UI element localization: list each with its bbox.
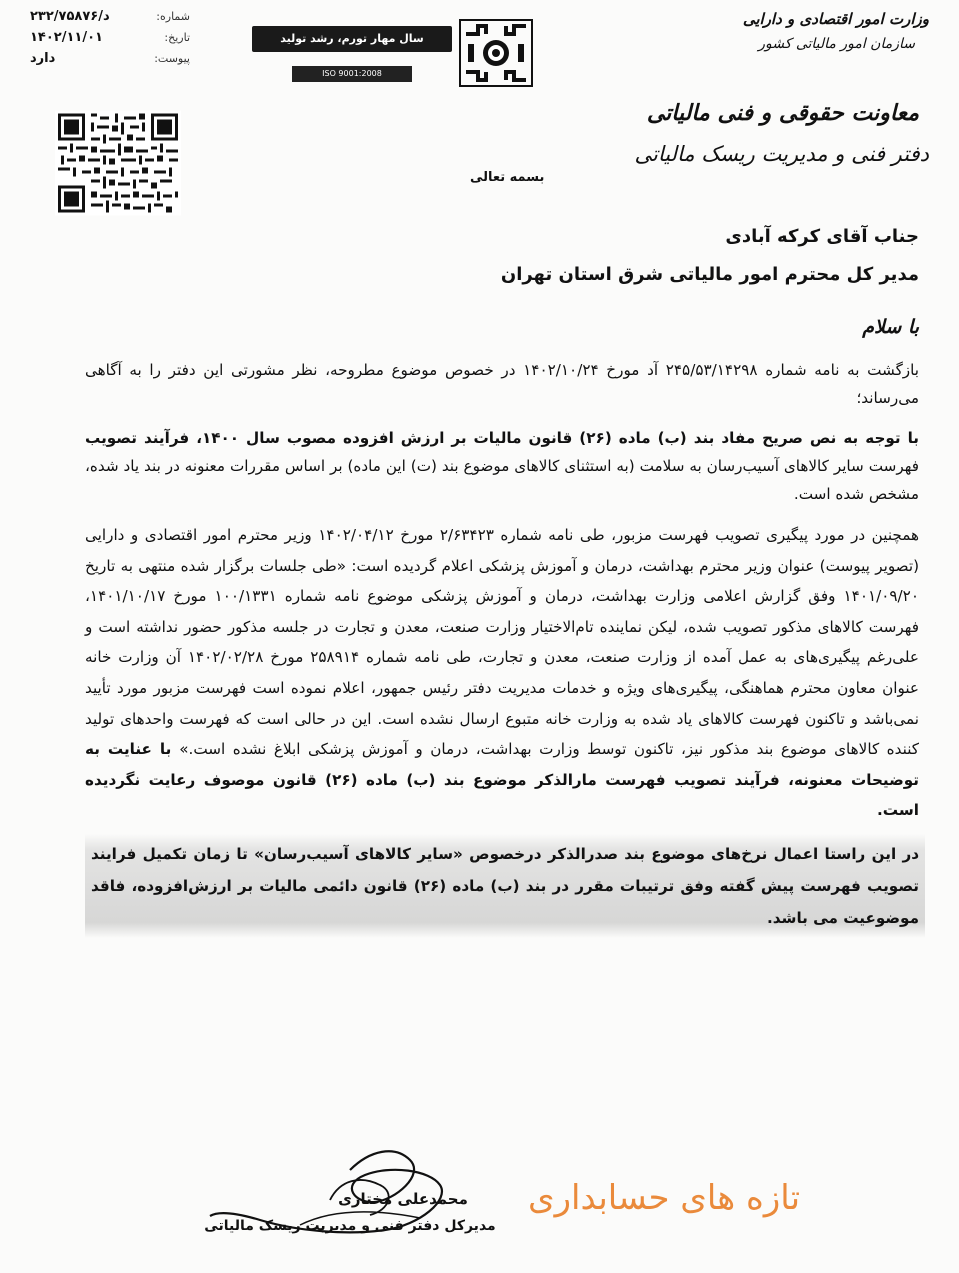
reference-attachment-label: پیوست: <box>154 52 190 65</box>
reference-attachment: دارد <box>30 51 56 66</box>
recipient-name: جناب آقای کرکه آبادی <box>725 226 919 247</box>
reference-block <box>30 6 190 69</box>
deputy-title: معاونت حقوقی و فنی مالیاتی <box>646 100 919 126</box>
reference-number-row <box>30 6 190 27</box>
signatory-title: مدیرکل دفتر فنی و مدیریت ریسک مالیاتی <box>204 1218 496 1234</box>
paragraph-highlighted-conclusion: در این راستا اعمال نرخ‌های موضوع بند صدرالذکر درخصوص «سایر کالاهای آسیب‌رسان» تا زمان تکمیل فرایند تصویب فهرست پیش گفته وفق ترتیبات مقرر در بند (ب) ماده (۲۶) قانون دائمی مالیات بر ارزش‌افزوده، فاقد موضوعیت می باشد. <box>85 834 925 938</box>
iso-certificate: ISO 9001:2008 <box>292 66 412 82</box>
office-title: دفتر فنی و مدیریت ریسک مالیاتی <box>634 142 929 166</box>
ministry-name: وزارت امور اقتصادی و دارایی <box>742 10 929 28</box>
recipient-position: مدیر کل محترم امور مالیاتی شرق استان تهران <box>500 264 919 285</box>
paragraph-reference: بازگشت به نامه شماره ۲۴۵/۵۳/۱۴۲۹۸ آد مورخ ۱۴۰۲/۱۰/۲۴ در خصوص موضوع مطروحه، نظر مشورتی این دفتر را به آگاهی می‌رساند؛ <box>85 361 919 407</box>
basmala: بسمه تعالی <box>470 170 545 185</box>
slogan-banner <box>252 22 452 90</box>
paragraph-follow-up-main: همچنین در مورد پیگیری تصویب فهرست مزبور، طی نامه شماره ۲/۶۳۴۲۳ مورخ ۱۴۰۲/۰۴/۱۲ وزیر محترم امور اقتصادی و دارایی (تصویر پیوست) عنوان وزیر محترم بهداشت، درمان و آموزش پزشکی اعلام گردیده است: «طی جلسات برگزار شده منتهی به تاریخ ۱۴۰۱/۰۹/۲۰ وفق گزارش اعلامی وزارت بهداشت، درمان و آموزش پزشکی موضوع نامه شماره ۱۰۰/۱۳۳۱ مورخ ۱۴۰۱/۱۰/۱۷، فهرست کالاهای مذکور تصویب شده، لیکن نماینده تام‌الاختیار وزارت صنعت، معدن و تجارت در جلسه مذکور حضور نداشته است و علی‌رغم پیگیری‌های به عمل آمده از وزارت صنعت، معدن و تجارت، طی نامه شماره ۲۵۸۹۱۴ مورخ ۱۴۰۲/۰۲/۲۸ آن وزارت خانه عنوان معاون محترم هماهنگی، پیگیری‌های ویژه و خدمات مدیریت دفتر رئیس جمهور، اعلام نموده است فهرست مزبور مورد تأیید نمی‌باشد و تاکنون فهرست کالاهای یاد شده به وزارت خانه متبوع ارسال نشده است. این در حالی است که فهرست واحدهای تولید کننده کالاهای موضوع بند مذکور نیز، تاکنون توسط وزارت بهداشت، درمان و آموزش پزشکی ابلاغ نشده است.» <box>85 526 920 759</box>
paragraph-follow-up <box>85 520 919 826</box>
reference-number: د/۲۳۲/۷۵۸۷۶ <box>30 9 110 24</box>
paragraph-legal-basis <box>85 424 919 508</box>
reference-date-row <box>30 27 190 48</box>
tax-organization-logo-icon <box>458 18 534 88</box>
slogan-text: سال مهار تورم، رشد تولید <box>252 26 452 52</box>
paragraph-legal-basis-bold: با توجه به نص صریح مفاد بند (ب) ماده (۲۶) قانون مالیات بر ارزش افزوده مصوب سال ۱۴۰۰، فرآیند تصویب <box>85 429 920 447</box>
letter-body <box>85 356 919 938</box>
paragraph-follow-up-conclusion: با عنایت به توضیحات معنونه، فرآیند تصویب فهرست مارالذکر موضوع بند (ب) ماده (۲۶) قانون موصوف رعایت نگردیده است. <box>85 740 920 820</box>
reference-number-label: شماره: <box>156 10 190 23</box>
greeting: با سلام <box>862 316 919 338</box>
paragraph-legal-basis-rest: فهرست سایر کالاهای آسیب‌رسان به سلامت (به استثنای کالاهای موضوع بند (ت) این ماده) بر اساس مقررات معنونه در بند یاد شده، مشخص شده است. <box>85 457 919 503</box>
recipient-block <box>419 218 919 294</box>
reference-date-label: تاریخ: <box>164 31 190 44</box>
reference-date: ۱۴۰۲/۱۱/۰۱ <box>30 30 103 45</box>
organization-name: سازمان امور مالیاتی کشور <box>758 36 915 52</box>
ministry-header <box>689 6 929 56</box>
reference-attachment-row <box>30 48 190 69</box>
watermark-text: تازه های حسابداری <box>528 1178 801 1218</box>
qr-code-icon <box>55 110 181 216</box>
signatory-name: محمدعلی مختاری <box>338 1190 468 1208</box>
